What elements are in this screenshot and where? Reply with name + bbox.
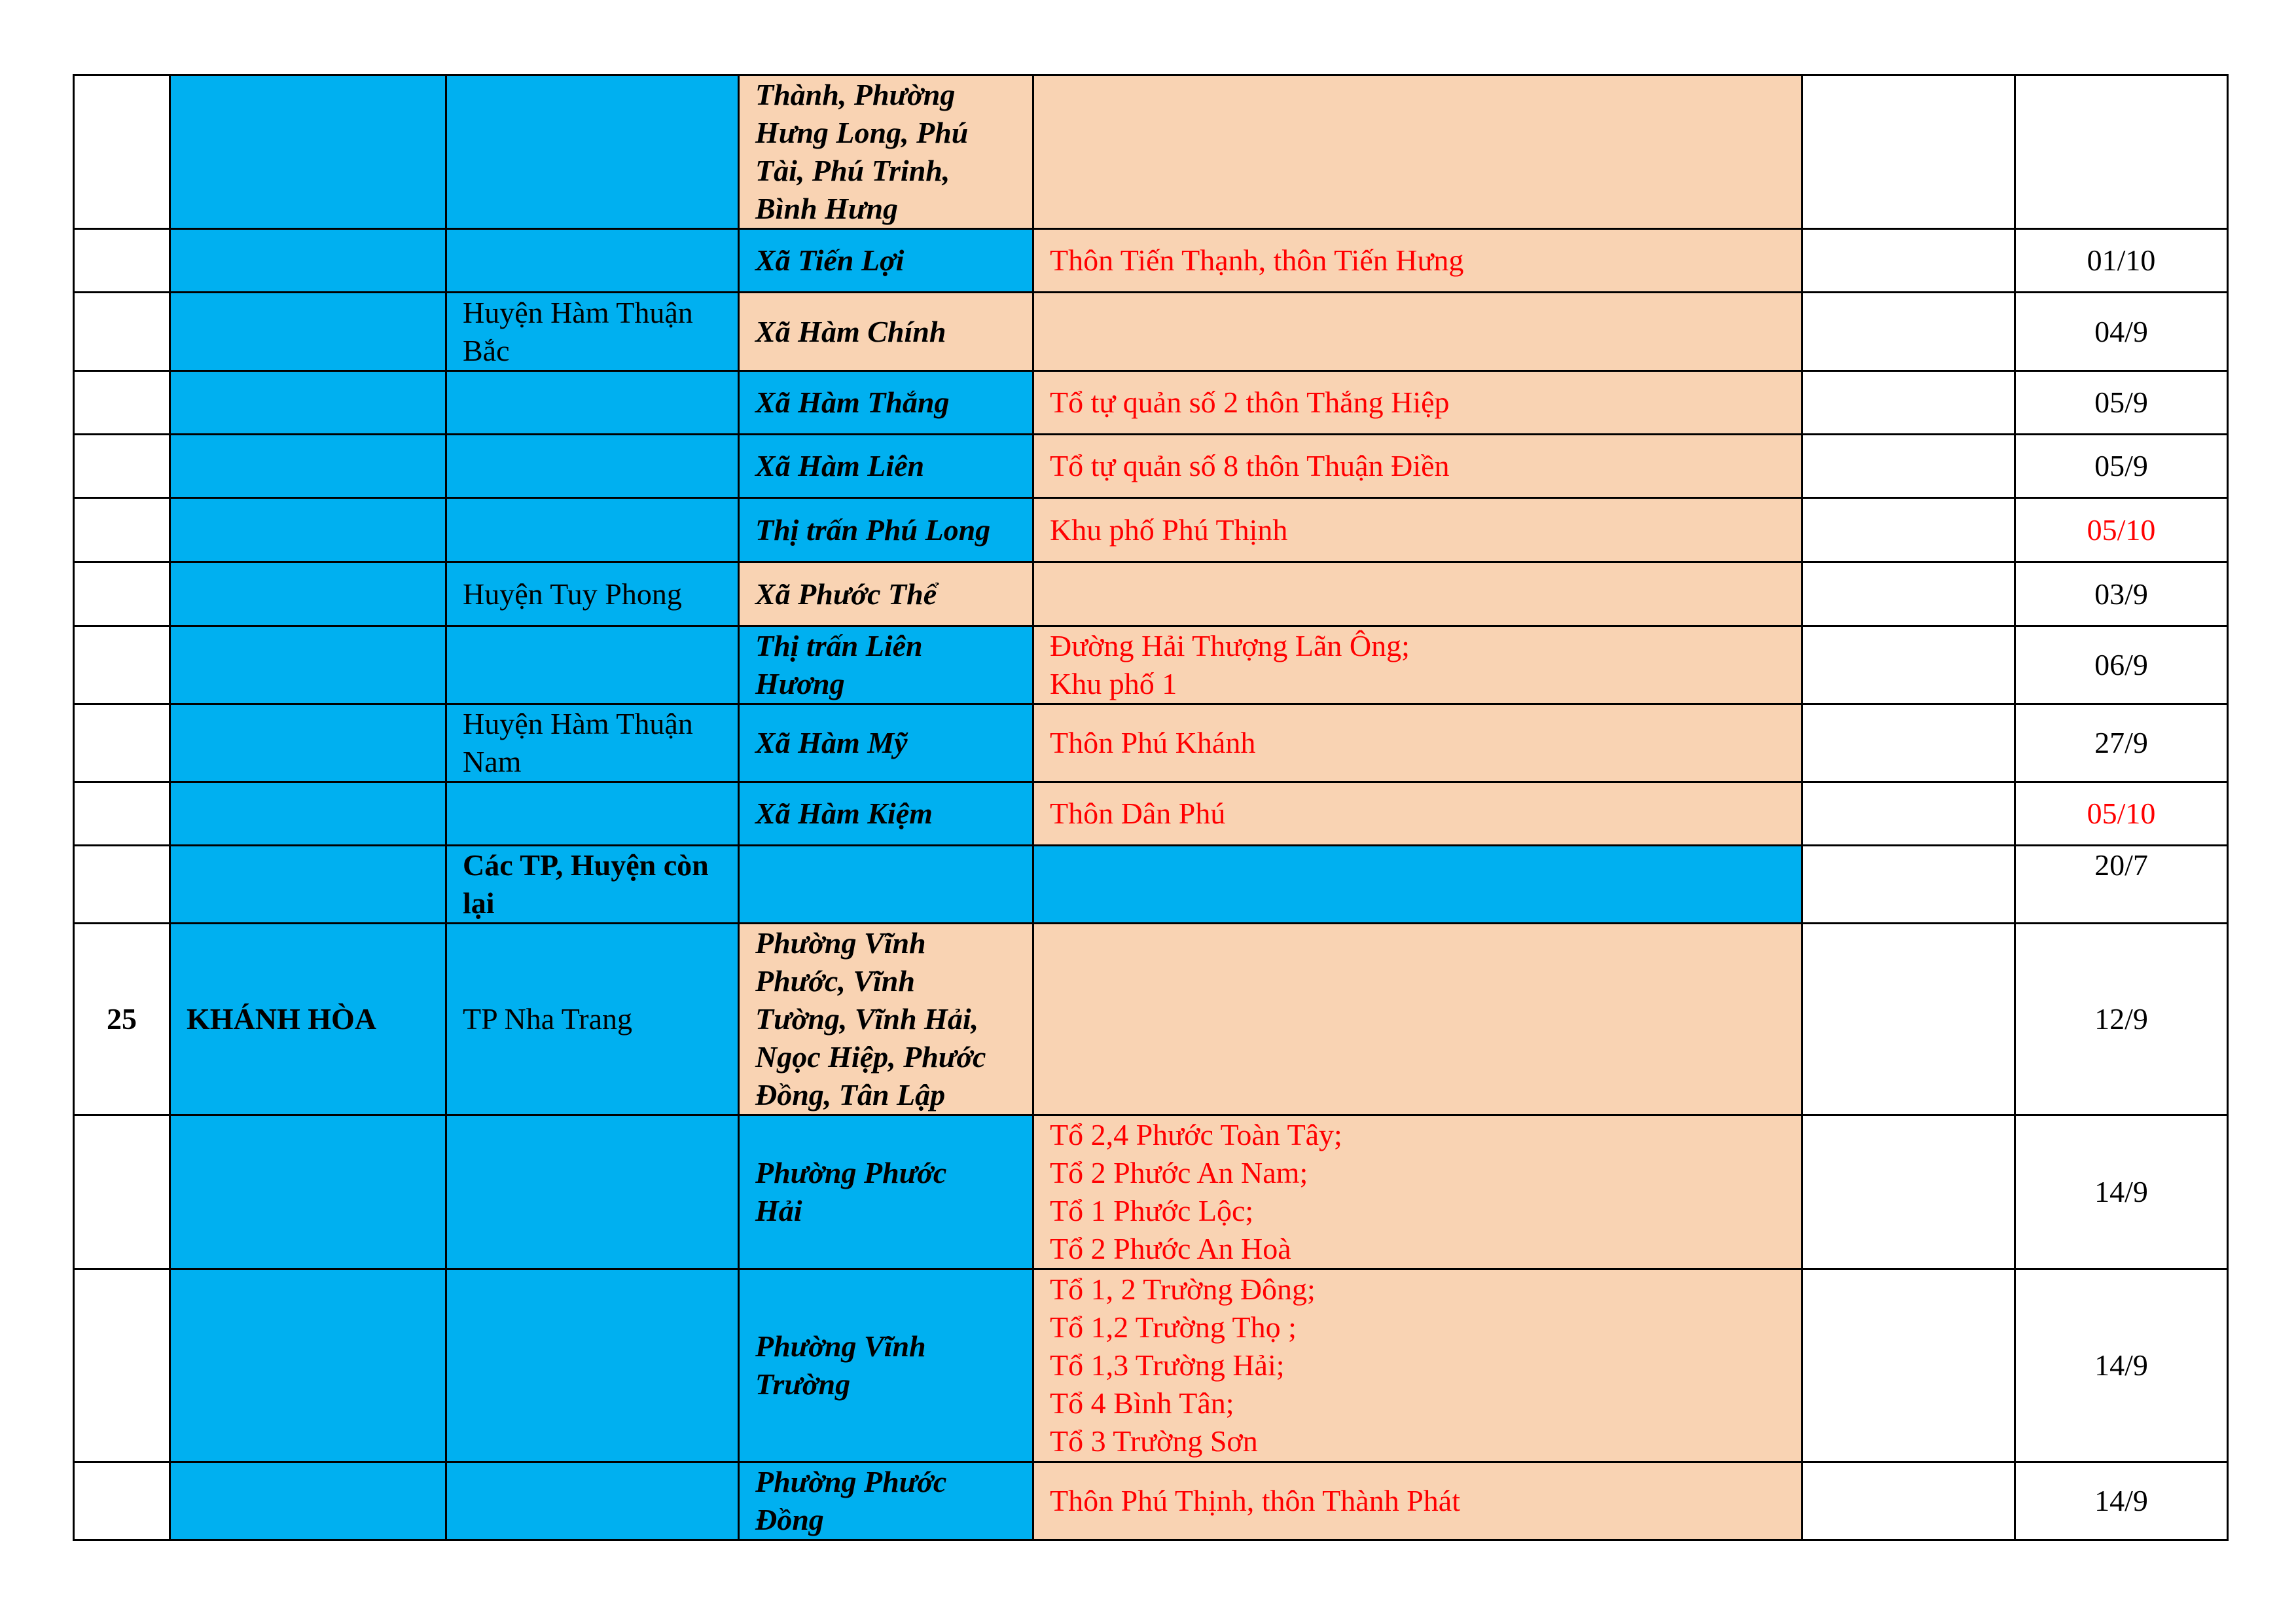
areas-cell [1033, 229, 1803, 293]
outbreak-table [73, 74, 2229, 1541]
cell-line: Đường Hải Thượng Lãn Ông; [1050, 629, 1410, 662]
cell-line: Khu phố Phú Thịnh [1050, 513, 1288, 547]
empty-cell [1803, 562, 2015, 626]
cell-line: Phước, Vĩnh [755, 964, 915, 998]
table-row [74, 75, 2228, 229]
province-cell [170, 498, 446, 562]
province-cell [170, 1462, 446, 1540]
table-row [74, 924, 2228, 1115]
ward-cell [739, 498, 1033, 562]
cell-line: Đồng, Tân Lập [755, 1078, 946, 1111]
district-cell [446, 1115, 739, 1269]
ward-cell [739, 846, 1033, 924]
stt-cell [74, 293, 170, 371]
cell-line: Hưng Long, Phú [755, 116, 969, 149]
empty-cell [1803, 498, 2015, 562]
date-cell: 20/7 [2015, 846, 2228, 924]
date-cell: 01/10 [2015, 229, 2228, 293]
ward-cell [739, 704, 1033, 782]
province-cell [170, 229, 446, 293]
cell-line: Đồng [755, 1503, 824, 1536]
cell-line: Thôn Tiến Thạnh, thôn Tiến Hưng [1050, 244, 1464, 277]
cell-line: Thôn Phú Khánh [1050, 726, 1256, 759]
areas-cell [1033, 924, 1803, 1115]
cell-line: Xã Hàm Mỹ [755, 726, 908, 759]
areas-cell [1033, 782, 1803, 846]
cell-line: Ngọc Hiệp, Phước [755, 1040, 986, 1074]
stt-cell [74, 562, 170, 626]
stt-cell [74, 229, 170, 293]
district-cell [446, 1462, 739, 1540]
stt-cell [74, 1269, 170, 1462]
cell-line: Xã Hàm Kiệm [755, 797, 933, 830]
table-row [74, 1462, 2228, 1540]
ward-cell [739, 626, 1033, 704]
province-cell [170, 782, 446, 846]
empty-cell [1803, 1462, 2015, 1540]
cell-line: Tổ 1, 2 Trường Đông; [1050, 1272, 1316, 1306]
table-row [74, 229, 2228, 293]
empty-cell [1803, 293, 2015, 371]
district-cell [446, 782, 739, 846]
table-row [74, 704, 2228, 782]
cell-line: Thành, Phường [755, 78, 956, 111]
cell-line: Tổ 2,4 Phước Toàn Tây; [1050, 1118, 1342, 1151]
areas-cell [1033, 1269, 1803, 1462]
areas-cell [1033, 846, 1803, 924]
table-row [74, 435, 2228, 498]
cell-line: Tổ tự quản số 8 thôn Thuận Điền [1050, 449, 1450, 482]
areas-cell [1033, 704, 1803, 782]
stt-cell [74, 1115, 170, 1269]
empty-cell [1803, 371, 2015, 435]
cell-line: Bình Hưng [755, 192, 899, 225]
date-cell [2015, 75, 2228, 229]
cell-line: Phường Phước [755, 1465, 947, 1498]
cell-line: Hương [755, 667, 845, 700]
empty-cell [1803, 704, 2015, 782]
province-cell [170, 371, 446, 435]
empty-cell [1803, 435, 2015, 498]
ward-cell [739, 782, 1033, 846]
ward-cell [739, 924, 1033, 1115]
ward-cell [739, 229, 1033, 293]
province-cell [170, 435, 446, 498]
cell-line: Hải [755, 1194, 802, 1227]
ward-cell [739, 435, 1033, 498]
cell-line: Tổ 4 Bình Tân; [1050, 1386, 1234, 1420]
stt-cell [74, 846, 170, 924]
cell-line: Xã Hàm Liên [755, 449, 925, 482]
date-cell: 14/9 [2015, 1115, 2228, 1269]
district-cell [446, 626, 739, 704]
district-cell [446, 371, 739, 435]
district-cell [446, 1269, 739, 1462]
table-row [74, 562, 2228, 626]
province-cell [170, 704, 446, 782]
date-cell: 14/9 [2015, 1269, 2228, 1462]
date-cell: 03/9 [2015, 562, 2228, 626]
province-cell [170, 1269, 446, 1462]
date-cell: 27/9 [2015, 704, 2228, 782]
cell-line: Xã Phước Thể [755, 577, 937, 611]
ward-cell [739, 1115, 1033, 1269]
empty-cell [1803, 1115, 2015, 1269]
table-row [74, 371, 2228, 435]
district-cell [446, 75, 739, 229]
table-row [74, 846, 2228, 924]
stt-cell [74, 75, 170, 229]
cell-line: Thị trấn Liên [755, 629, 923, 662]
cell-line: Phường Phước [755, 1156, 947, 1189]
ward-cell [739, 562, 1033, 626]
empty-cell [1803, 846, 2015, 924]
ward-cell [739, 1462, 1033, 1540]
stt-cell [74, 626, 170, 704]
areas-cell [1033, 1462, 1803, 1540]
table-row [74, 782, 2228, 846]
cell-line: Tổ 1 Phước Lộc; [1050, 1194, 1254, 1227]
province-cell [170, 562, 446, 626]
cell-line: Thị trấn Phú Long [755, 513, 991, 547]
stt-cell: 25 [74, 924, 170, 1115]
table-body [74, 75, 2228, 1540]
ward-cell [739, 293, 1033, 371]
province-cell: KHÁNH HÒA [170, 924, 446, 1115]
district-cell: TP Nha Trang [446, 924, 739, 1115]
ward-cell [739, 75, 1033, 229]
areas-cell [1033, 562, 1803, 626]
date-cell: 12/9 [2015, 924, 2228, 1115]
stt-cell [74, 435, 170, 498]
table-row [74, 1115, 2228, 1269]
cell-line: Phường Vĩnh [755, 926, 926, 960]
province-cell [170, 75, 446, 229]
district-cell: Huyện Tuy Phong [446, 562, 739, 626]
district-cell: Huyện Hàm Thuận Bắc [446, 293, 739, 371]
district-cell [446, 498, 739, 562]
cell-line: Thôn Dân Phú [1050, 797, 1226, 830]
date-cell: 05/9 [2015, 371, 2228, 435]
ward-cell [739, 1269, 1033, 1462]
province-cell [170, 846, 446, 924]
date-cell: 05/9 [2015, 435, 2228, 498]
date-cell: 05/10 [2015, 782, 2228, 846]
province-cell [170, 626, 446, 704]
table-row [74, 293, 2228, 371]
ward-cell [739, 371, 1033, 435]
areas-cell [1033, 498, 1803, 562]
cell-line: Tổ 1,3 Trường Hải; [1050, 1348, 1285, 1382]
district-cell: Các TP, Huyện còn lại [446, 846, 739, 924]
empty-cell [1803, 75, 2015, 229]
cell-line: Tổ 2 Phước An Nam; [1050, 1156, 1308, 1189]
empty-cell [1803, 626, 2015, 704]
district-cell [446, 435, 739, 498]
areas-cell [1033, 371, 1803, 435]
cell-line: Tổ 2 Phước An Hoà [1050, 1232, 1291, 1265]
district-cell [446, 229, 739, 293]
cell-line: Trường [755, 1367, 851, 1401]
date-cell: 05/10 [2015, 498, 2228, 562]
cell-line: Xã Tiến Lợi [755, 244, 905, 277]
areas-cell [1033, 293, 1803, 371]
date-cell: 06/9 [2015, 626, 2228, 704]
stt-cell [74, 371, 170, 435]
cell-line: Khu phố 1 [1050, 667, 1177, 700]
stt-cell [74, 1462, 170, 1540]
date-cell: 04/9 [2015, 293, 2228, 371]
province-cell [170, 293, 446, 371]
cell-line: Xã Hàm Thắng [755, 386, 950, 419]
areas-cell [1033, 75, 1803, 229]
areas-cell [1033, 626, 1803, 704]
district-cell: Huyện Hàm Thuận Nam [446, 704, 739, 782]
empty-cell [1803, 229, 2015, 293]
table-row [74, 626, 2228, 704]
stt-cell [74, 498, 170, 562]
table-row [74, 498, 2228, 562]
cell-line: Tài, Phú Trinh, [755, 154, 950, 187]
cell-line: Thôn Phú Thịnh, thôn Thành Phát [1050, 1484, 1460, 1517]
empty-cell [1803, 1269, 2015, 1462]
cell-line: Tổ 1,2 Trường Thọ ; [1050, 1310, 1297, 1344]
areas-cell [1033, 1115, 1803, 1269]
table-row [74, 1269, 2228, 1462]
province-cell [170, 1115, 446, 1269]
cell-line: Tường, Vĩnh Hải, [755, 1002, 979, 1036]
cell-line: Tổ tự quản số 2 thôn Thắng Hiệp [1050, 386, 1450, 419]
stt-cell [74, 782, 170, 846]
cell-line: Tổ 3 Trường Sơn [1050, 1424, 1258, 1458]
date-cell: 14/9 [2015, 1462, 2228, 1540]
areas-cell [1033, 435, 1803, 498]
empty-cell [1803, 782, 2015, 846]
stt-cell [74, 704, 170, 782]
cell-line: Phường Vĩnh [755, 1329, 926, 1363]
empty-cell [1803, 924, 2015, 1115]
cell-line: Xã Hàm Chính [755, 314, 946, 348]
